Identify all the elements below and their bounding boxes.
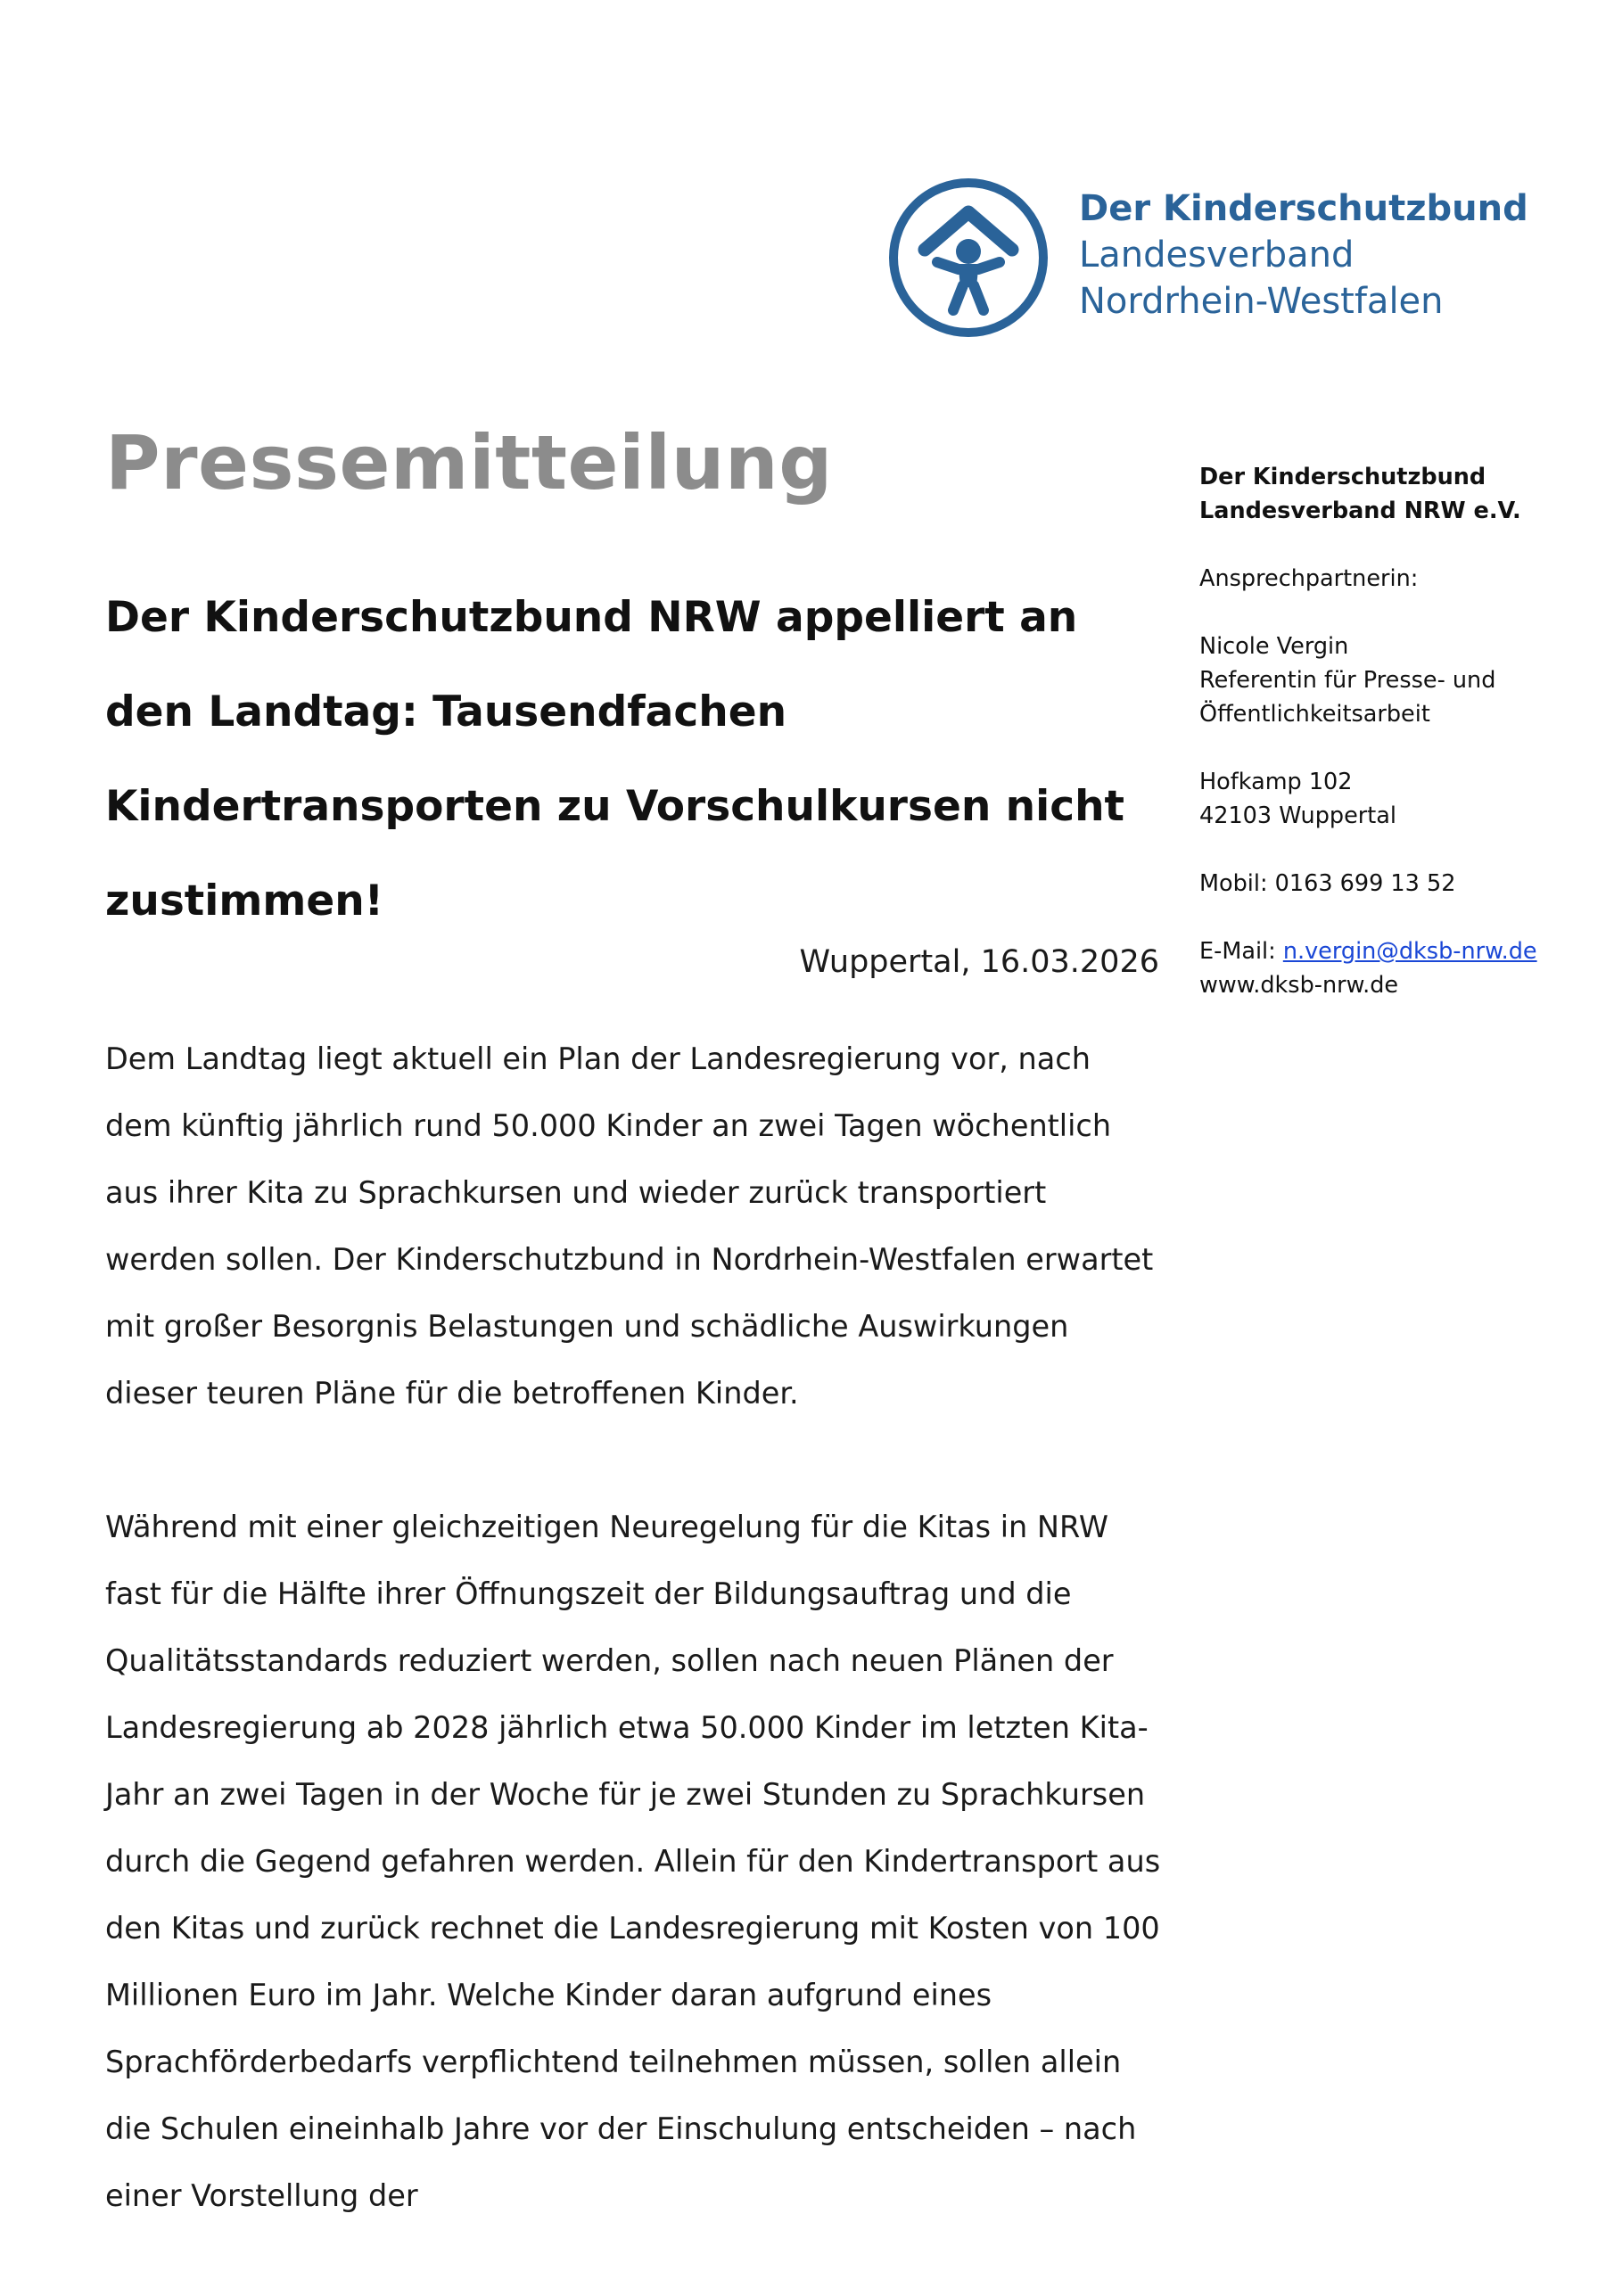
contact-role-line-1: Referentin für Presse- und (1199, 667, 1496, 694)
organization-subtitle-1: Landesverband (1079, 235, 1355, 276)
contact-sidebar (1199, 460, 1592, 1002)
organization-subtitle-2: Nordrhein-Westfalen (1079, 281, 1444, 322)
contact-label-block (1199, 562, 1592, 596)
contact-org-line-1: Der Kinderschutzbund (1199, 464, 1486, 490)
contact-organization (1199, 460, 1592, 528)
organization-header (1079, 185, 1528, 325)
contact-role-line-2: Öffentlichkeitsarbeit (1199, 701, 1430, 728)
contact-person (1199, 630, 1592, 731)
contact-mobile: Mobil: 0163 699 13 52 (1199, 870, 1456, 897)
child-protection-house-icon (887, 177, 1050, 339)
paragraph-1: Dem Landtag liegt aktuell ein Plan der Landesregierung vor, nach dem künftig jährlich rund 50.000 Kinder an zwei Tagen wöchentlich aus ihrer Kita zu Sprachkursen und wieder zurück transportiert werden sollen. Der Kinderschutzbund in Nordrhein-Westfalen erwartet mit großer Besorgnis Belastungen und schädliche Auswirkungen dieser teuren Pläne für die betroffenen Kinder. (105, 1041, 1154, 1411)
contact-email-label: E-Mail: (1199, 938, 1283, 965)
paragraph-2: Während mit einer gleichzeitigen Neuregelung für die Kitas in NRW fast für die Hälfte ihrer Öffnungszeit der Bildungsauftrag und die Qualitätsstandards reduziert werden, sollen nach neuen Plänen der Landesregierung ab 2028 jährlich etwa 50.000 Kinder im letzten Kita-Jahr an zwei Tagen in der Woche für je zwei Stunden zu Sprachkursen durch die Gegend gefahren werden. Allein für den Kindertransport aus den Kitas und zurück rechnet die Landesregierung mit Kosten von 100 Millionen Euro im Jahr. Welche Kinder daran aufgrund eines Sprachförderbedarfs verpflichtend teilnehmen müssen, sollen allein die Schulen eineinhalb Jahre vor der Einschulung entscheiden – nach einer Vorstellung der (105, 1510, 1161, 2213)
document-label: Pressemitteilung (105, 419, 833, 506)
contact-label: Ansprechpartnerin: (1199, 565, 1419, 592)
contact-online (1199, 934, 1592, 1002)
dateline: Wuppertal, 16.03.2026 (799, 944, 1159, 980)
press-release-headline: Der Kinderschutzbund NRW appelliert an den Landtag: Tausendfachen Kindertransporten zu Vorschulkursen nicht zustimmen! (105, 593, 1125, 926)
contact-org-line-2: Landesverband NRW e.V. (1199, 498, 1521, 524)
contact-name: Nicole Vergin (1199, 633, 1349, 660)
contact-address (1199, 765, 1592, 833)
contact-email-link[interactable]: n.vergin@dksb-nrw.de (1282, 938, 1537, 965)
contact-website: www.dksb-nrw.de (1199, 972, 1399, 999)
contact-street: Hofkamp 102 (1199, 769, 1353, 795)
contact-phone (1199, 867, 1592, 901)
organization-name: Der Kinderschutzbund (1079, 188, 1528, 229)
contact-city: 42103 Wuppertal (1199, 802, 1396, 829)
contact-email-line (1199, 934, 1592, 968)
body-text (105, 1025, 1166, 2296)
organization-logo (887, 177, 1050, 339)
